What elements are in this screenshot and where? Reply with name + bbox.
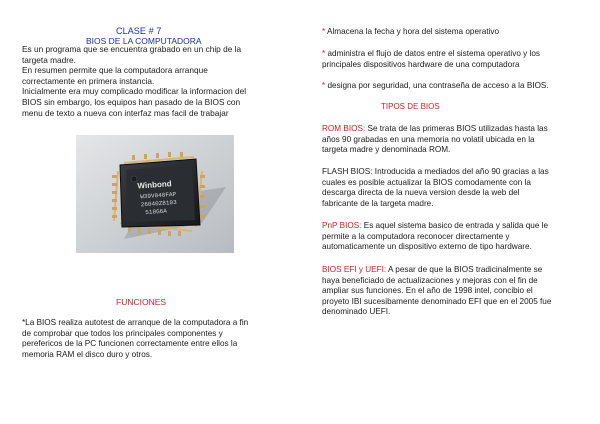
function-bullet (322, 81, 578, 92)
bullet-star: * (322, 27, 326, 36)
type-text: permite a la computadora reconocer directamente y (322, 231, 510, 241)
bullet-star: * (322, 81, 326, 90)
type-text: proyeto IBI sucesibamente denominado EFI que en el 2005 fue (322, 296, 552, 306)
bios-type-efi (322, 265, 578, 318)
type-name: PnP BIOS: (322, 221, 362, 230)
intro-line: Inicialmente era muy complicado modificar la informacion del (22, 86, 247, 97)
type-text: Introducida a mediados del año 90 gracias a las (372, 167, 549, 176)
chip-label-line: W39V040FAP (139, 190, 177, 201)
funciones-line: de comprobar que todos los principales componentes y (22, 328, 223, 338)
intro-line: correctamente en primera instancia. (22, 75, 155, 86)
type-text: fabricante de la targeta madre. (322, 198, 434, 208)
type-name: FLASH BIOS: (322, 167, 373, 176)
bios-type-flash (322, 167, 578, 209)
intro-line: BIOS sin embargo, los equipos han pasado de la BIOS con (22, 96, 241, 107)
bullet-text: principales dispositivos hardware de una computadora (322, 59, 520, 69)
type-text: targeta madre y denominada ROM. (322, 145, 451, 155)
intro-line: En resumen permite que la computadora arranque (22, 65, 208, 76)
bios-type-rom (322, 124, 578, 156)
type-text: denominado UEFI. (322, 307, 391, 317)
type-name: ROM BIOS: (322, 124, 366, 133)
tipos-title: TIPOS DE BIOS (381, 102, 440, 111)
function-bullet (322, 49, 578, 70)
bios-type-pnp (322, 221, 578, 253)
bios-title: BIOS DE LA COMPUTADORA (86, 36, 202, 46)
funciones-line: memoria RAM el disco duro y otros. (22, 349, 153, 359)
funciones-line: *La BIOS realiza autotest de arranque de la computadora a fin (22, 318, 249, 327)
type-text: Es aquel sistema basico de entrada y salida que le (361, 221, 549, 230)
type-text: automaticamente un dispositivo externo de tipo hardware. (322, 242, 532, 252)
bullet-text: Almacena la fecha y hora del sistema operativo (325, 27, 500, 36)
type-text: descarga directa de la nueva version desde la web del (322, 188, 520, 198)
type-text: haya beneficiado de actualizaciones y mejoras con el fin de (322, 275, 538, 285)
type-text: Se trata de las primeras BIOS utilizadas hasta las (365, 124, 548, 133)
chip-illustration (76, 135, 234, 253)
bullet-text: administra el flujo de datos entre el sistema operativo y los (325, 49, 540, 58)
chip-label-line: 26040Z8103 (140, 198, 177, 209)
class-title: CLASE # 7 (116, 26, 162, 36)
bullet-star: * (322, 49, 326, 58)
type-text: ampliar sus funciones. En el año de 1998 intel, concibio el (322, 286, 533, 296)
funciones-line: perefericos de la PC funcionen correctamente entre ellos la (22, 339, 238, 349)
function-bullet (322, 27, 578, 38)
intro-line: Es un programa que se encuentra grabado en un chip de la (22, 44, 242, 54)
intro-line: targeta madre. (22, 54, 76, 65)
intro-line: menu de texto a nueva con interfaz mas facil de trabajar (22, 107, 229, 118)
funciones-paragraph (22, 318, 284, 360)
type-text: A pesar de que la BIOS tradicinalmente se (386, 265, 543, 274)
intro-paragraph (22, 44, 286, 118)
chip-brand: Winbond (137, 179, 172, 191)
type-text: cuales es posible actualizar la BIOS comodamente con la (322, 177, 531, 187)
type-text: años 90 grabadas en una memoria no volatil ubicada en la (322, 134, 535, 144)
bios-chip-photo (76, 135, 234, 253)
chip-label-line: 510G6A (145, 207, 168, 217)
type-name: BIOS EFI y UEFI: (322, 265, 387, 274)
bullet-text: designa por seguridad, una contraseña de acceso a la BIOS. (325, 81, 549, 90)
funciones-title: FUNCIONES (116, 297, 167, 307)
